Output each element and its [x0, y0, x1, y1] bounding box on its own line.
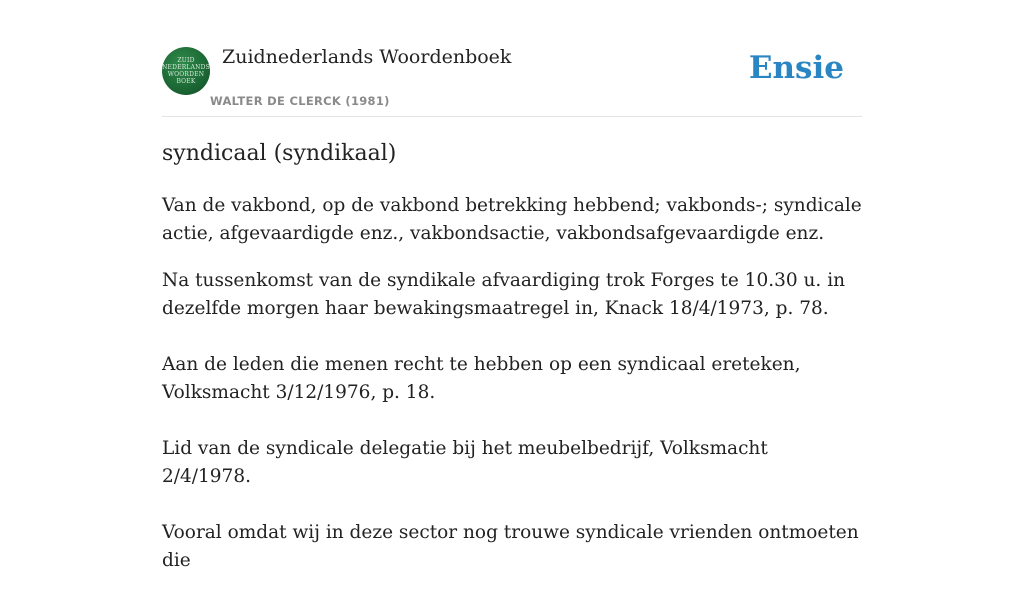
entry-definition: Van de vakbond, op de vakbond betrekking hebbend; vakbonds-; syndicale actie, afgevaardigde enz., vakbondsactie, vakbondsafgevaardigde enz. [162, 195, 862, 244]
example-quote: Aan de leden die menen recht te hebben op een syndicaal ereteken, Volksmacht 3/12/1976, p. 18. [162, 354, 801, 403]
example-quote: Vooral omdat wij in deze sector nog trouwe syndicale vrienden ontmoeten die [162, 522, 859, 571]
ensie-logo-link[interactable]: Ensie [748, 50, 844, 86]
book-logo[interactable] [162, 47, 210, 95]
example-quote: Na tussenkomst van de syndikale afvaardiging trok Forges te 10.30 u. in dezelfde morgen haar bewakingsmaatregel in, Knack 18/4/1973, p. 78. [162, 270, 846, 319]
book-title[interactable]: Zuidnederlands Woordenboek [222, 46, 512, 68]
entry-term: syndicaal (syndikaal) [162, 141, 397, 166]
example-quote: Lid van de syndicale delegatie bij het meubelbedrijf, Volksmacht 2/4/1978. [162, 438, 768, 487]
page-container [162, 0, 862, 571]
header [162, 0, 862, 117]
examples-list [162, 267, 862, 603]
author-label: WALTER DE CLERCK (1981) [210, 94, 390, 108]
logo-text: ZUID NEDERLANDS WOORDEN BOEK [162, 57, 210, 85]
